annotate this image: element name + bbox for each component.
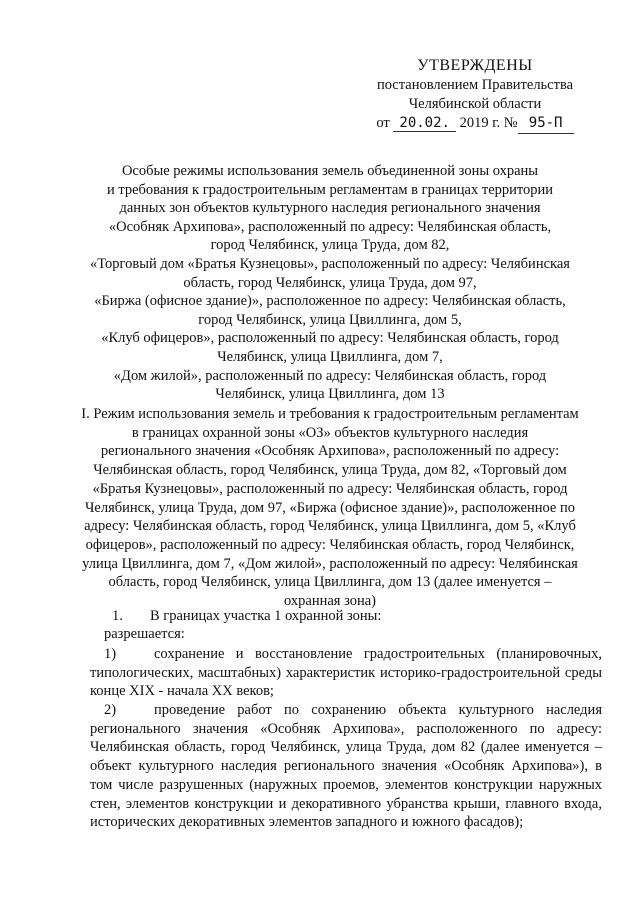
section-line: в границах охранной зоны «ОЗ» объектов культурного наследия (131, 424, 529, 441)
section-line: офицеров», расположенный по адресу: Челябинская область, город Челябинск, (85, 536, 575, 553)
subitem-2 (90, 701, 602, 832)
section-line: область, город Челябинск, улица Цвиллинга, дом 13 (далее именуется – (108, 574, 552, 591)
year-text: 2019 г. № (459, 115, 518, 131)
title-line: Челябинск, улица Цвиллинга, дом 7, (217, 348, 443, 365)
section-heading (70, 405, 590, 611)
title-line: «Клуб офицеров», расположенный по адресу: Челябинская область, город (101, 330, 559, 347)
item-1 (90, 607, 610, 626)
approval-date-line (350, 114, 600, 134)
title-line: данных зон объектов культурного наследия регионального значения (119, 200, 541, 217)
section-line: I. Режим использования земель и требования к градостроительным регламентам (81, 406, 579, 422)
document-title (70, 162, 590, 404)
approval-line-1: постановлением Правительства (376, 77, 574, 93)
section-line: регионального значения «Особняк Архипова», расположенный по адресу: (100, 443, 560, 460)
title-line: и требования к градостроительным регламентам в границах территории (106, 181, 554, 198)
approval-line-2: Челябинской области (408, 96, 542, 112)
title-line: «Особняк Архипова», расположенный по адресу: Челябинская область, (108, 218, 552, 235)
title-line: «Дом жилой», расположенный по адресу: Челябинская область, город (113, 367, 547, 384)
item-1-number: 1. (112, 608, 123, 624)
section-line: Челябинск, улица Труда, дом 97, «Биржа (офисное здание)», расположенное по (85, 499, 575, 516)
title-line: город Челябинск, улица Труда, дом 82, (210, 237, 450, 254)
approval-heading: УТВЕРЖДЕНЫ (417, 57, 533, 74)
subitem-1-text: сохранение и восстановление градостроительных (планировочных, типологических, масштабных) характеристик историко-градостроительной среды конце XIX - начала XX веков; (90, 646, 602, 700)
handwritten-date: 20.02. (393, 115, 456, 132)
subitem-2-text: проведение работ по сохранению объекта культурного наследия регионального значения «Особняк Архипова», расположенного по адресу: Челябинская область, город Челябинск, улица Труда, дом 82 (далее именуется – объект культурного наследия регионального значения «Особняк Архипова»), в том числе разрушенных (наружных проемов, элементов конструкции наружных стен, элементов конструкции и декоративного убранства крыши, главного входа, исторических декоративных элементов западного и южного фасадов); (90, 702, 602, 831)
title-line: город Челябинск, улица Цвиллинга, дом 5, (198, 311, 462, 328)
title-line: «Биржа (офисное здание)», расположенное по адресу: Челябинская область, (94, 293, 566, 310)
approval-block (350, 56, 600, 134)
section-line: Челябинская область, город Челябинск, улица Труда, дом 82, «Торговый дом (93, 462, 567, 479)
title-line: Особые режимы использования земель объединенной зоны охраны (121, 163, 539, 179)
section-line: «Братья Кузнецовы», расположенный по адресу: Челябинская область, город (92, 480, 568, 497)
item-1-text: В границах участка 1 охранной зоны: (150, 608, 382, 624)
date-prefix: от (376, 115, 390, 131)
section-line: охранная зона) (284, 593, 376, 610)
section-line: улица Цвиллинга, дом 7, «Дом жилой», расположенный по адресу: Челябинская (82, 555, 578, 572)
handwritten-number: 95-П (518, 114, 574, 134)
title-line: область, город Челябинск, улица Труда, дом 97, (183, 274, 477, 291)
subitem-2-number: 2) (104, 702, 117, 718)
subitem-1 (90, 645, 602, 701)
title-line: «Торговый дом «Братья Кузнецовы», расположенный по адресу: Челябинская (90, 255, 570, 272)
title-line: Челябинск, улица Цвиллинга, дом 13 (215, 386, 445, 403)
section-line: адресу: Челябинская область, город Челябинск, улица Цвиллинга, дом 5, «Клуб (84, 518, 576, 535)
subitem-1-number: 1) (104, 646, 117, 662)
allowed-label: разрешается: (104, 626, 185, 642)
